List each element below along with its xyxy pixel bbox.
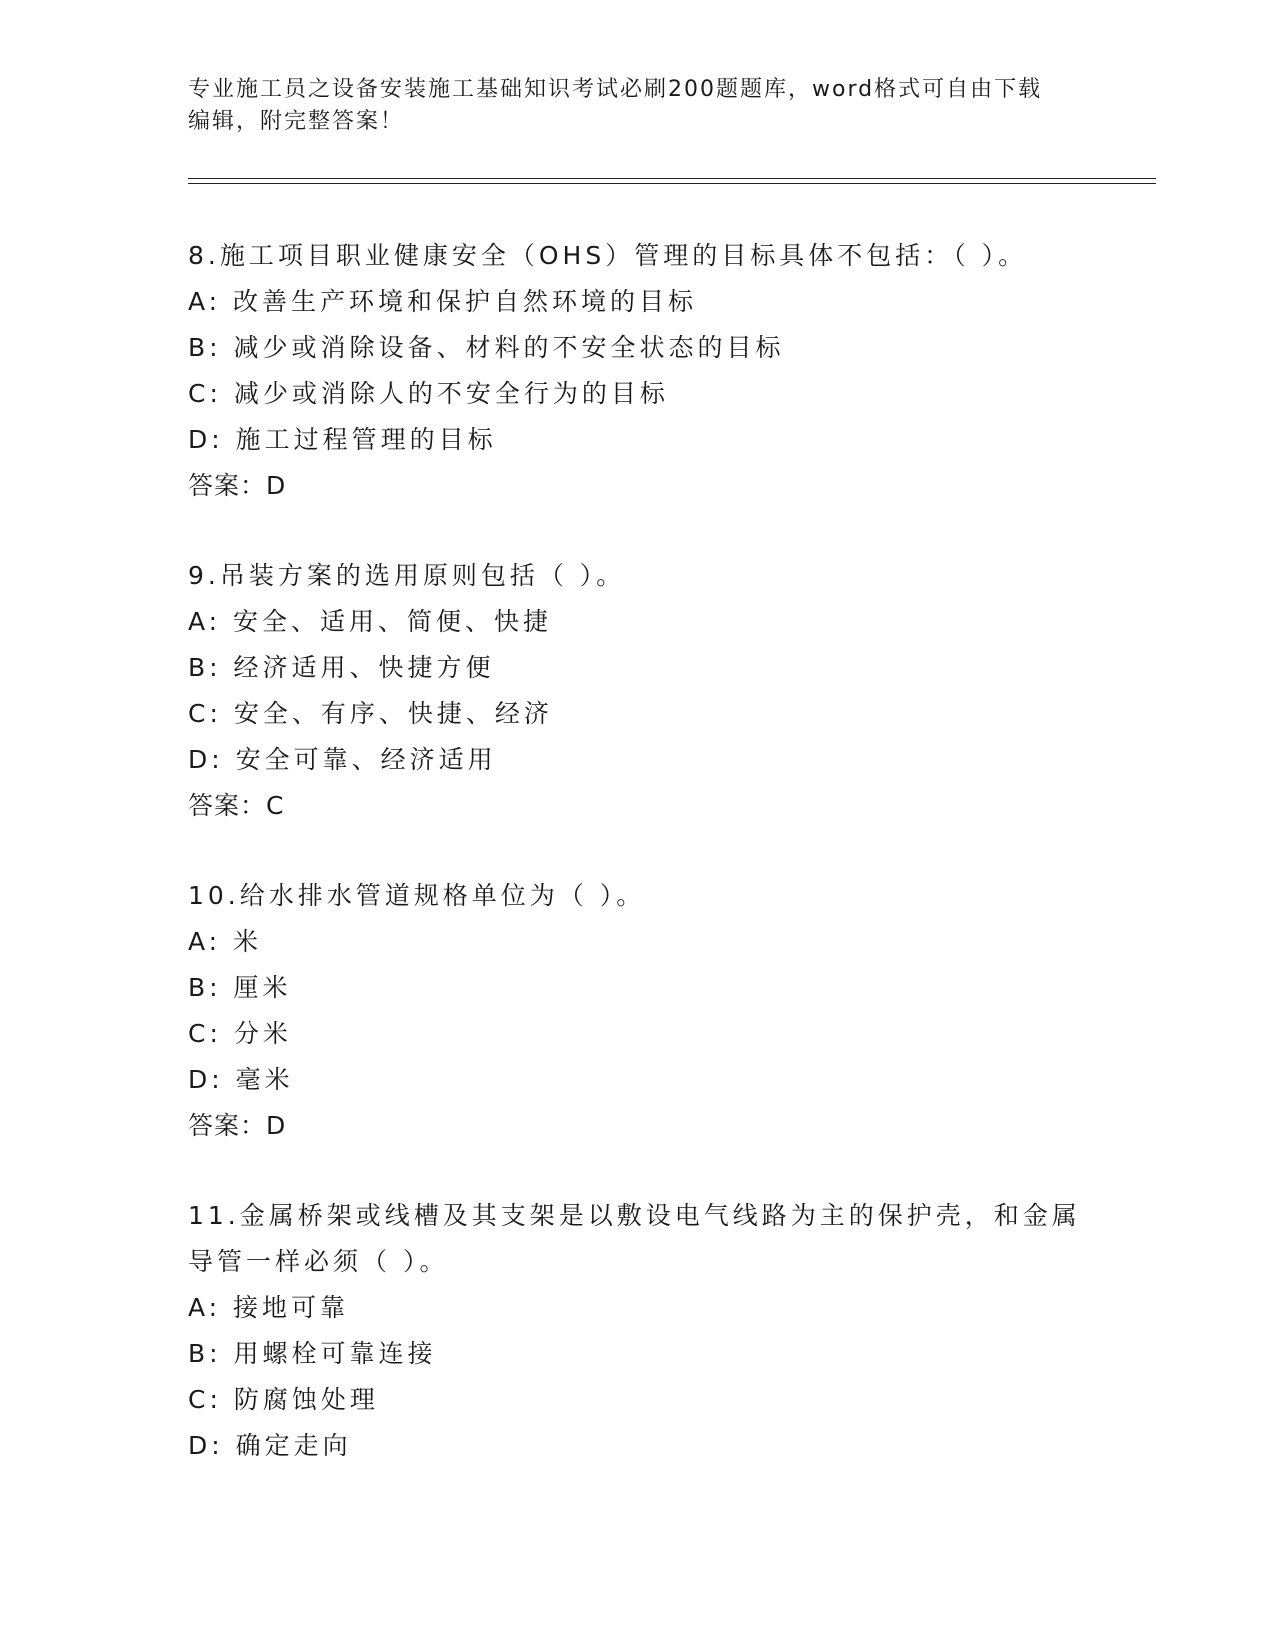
option-d: D: 毫米 (188, 1065, 294, 1094)
question-stem-line-2: 导管一样必须（ ）。 (188, 1247, 449, 1276)
question-stem-line-1: 11.金属桥架或线槽及其支架是以敷设电气线路为主的保护壳，和金属 (188, 1201, 1081, 1230)
header-divider-top (188, 178, 1156, 179)
option-a: A: 米 (188, 927, 263, 956)
option-d: D: 施工过程管理的目标 (188, 425, 497, 454)
option-d: D: 确定走向 (188, 1431, 352, 1460)
option-b: B: 用螺栓可靠连接 (188, 1339, 437, 1368)
question-8 (188, 233, 1088, 509)
option-a: A: 安全、适用、简便、快捷 (188, 607, 553, 636)
option-a: A: 改善生产环境和保护自然环境的目标 (188, 287, 698, 316)
option-c: C: 减少或消除人的不安全行为的目标 (188, 379, 669, 408)
option-d: D: 安全可靠、经济适用 (188, 745, 497, 774)
question-stem: 10.给水排水管道规格单位为（ ）。 (188, 881, 646, 910)
question-stem: 8.施工项目职业健康安全（OHS）管理的目标具体不包括：（ ）。 (188, 241, 1028, 270)
answer: 答案：D (188, 1111, 287, 1140)
question-10 (188, 873, 1088, 1149)
option-c: C: 防腐蚀处理 (188, 1385, 379, 1414)
option-b: B: 经济适用、快捷方便 (188, 653, 495, 682)
question-stem: 9.吊装方案的选用原则包括（ ）。 (188, 561, 626, 590)
header-line-1: 专业施工员之设备安装施工基础知识考试必刷200题题库，word格式可自由下载 (188, 77, 1043, 102)
question-9 (188, 553, 1088, 829)
option-b: B: 厘米 (188, 973, 292, 1002)
answer: 答案：D (188, 471, 287, 500)
option-a: A: 接地可靠 (188, 1293, 350, 1322)
answer: 答案：C (188, 791, 285, 820)
option-c: C: 分米 (188, 1019, 292, 1048)
document-header (188, 74, 1088, 138)
header-line-2: 编辑，附完整答案！ (188, 109, 405, 134)
option-c: C: 安全、有序、快捷、经济 (188, 699, 553, 728)
option-b: B: 减少或消除设备、材料的不安全状态的目标 (188, 333, 785, 362)
header-divider-bottom (188, 183, 1156, 184)
question-11 (188, 1193, 1088, 1469)
